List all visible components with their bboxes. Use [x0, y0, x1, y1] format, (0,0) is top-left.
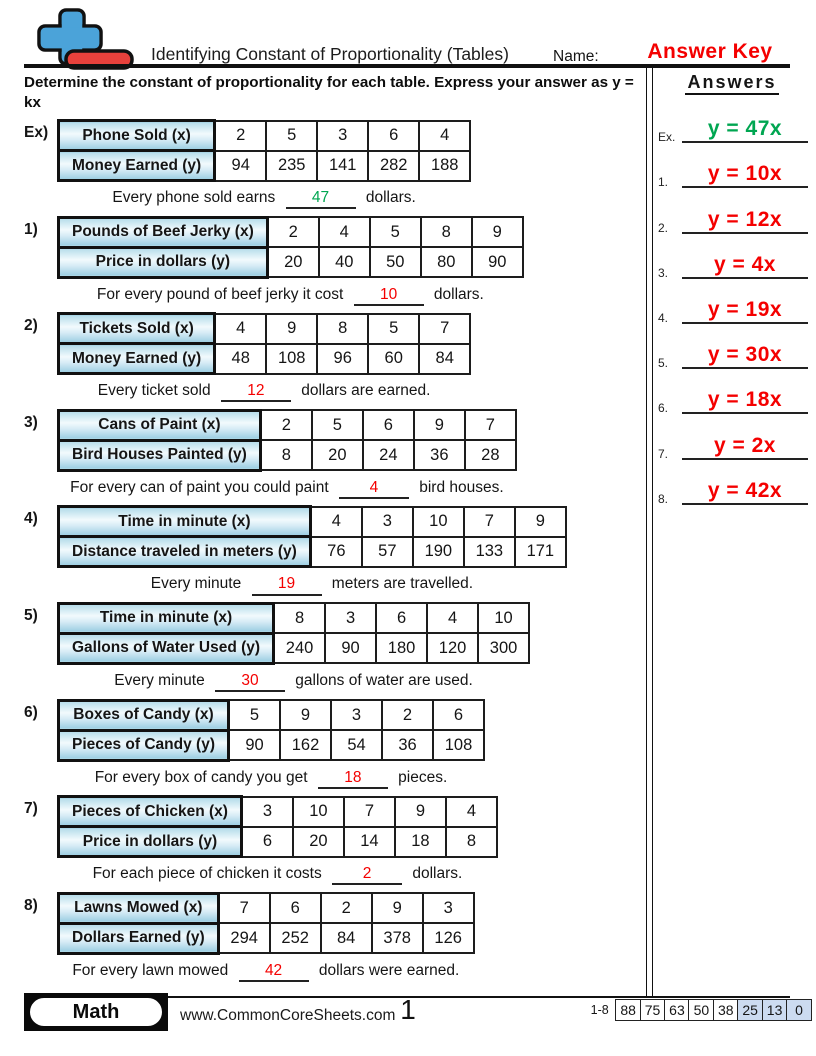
- table-y-value: 50: [370, 247, 421, 277]
- table-y-value: 84: [321, 923, 372, 953]
- table-y-value: 133: [464, 537, 515, 567]
- table-y-header: Gallons of Water Used (y): [59, 633, 274, 663]
- answer-value: 30: [241, 671, 259, 689]
- header-divider: [24, 64, 790, 68]
- score-cell: 0: [786, 999, 812, 1021]
- table-x-header: Pounds of Beef Jerky (x): [59, 217, 268, 247]
- table-x-value: 7: [419, 314, 470, 344]
- sentence-after-blank: dollars.: [361, 189, 416, 206]
- table-x-value: 6: [270, 893, 321, 923]
- table-y-value: 96: [317, 344, 368, 374]
- problem-body: [57, 312, 471, 402]
- score-cell: 88: [615, 999, 641, 1021]
- answer-underline: [682, 141, 808, 143]
- score-range-label: 1-8: [590, 1003, 609, 1017]
- answer-item-number: 7.: [658, 446, 669, 461]
- problem-body: [57, 216, 524, 306]
- answers-panel-title: Answers: [654, 72, 810, 93]
- problem-number: 3): [24, 413, 38, 431]
- sentence-after-blank: gallons of water are used.: [291, 671, 473, 689]
- table-x-value: 8: [421, 217, 472, 247]
- table-y-value: 20: [293, 827, 344, 857]
- table-y-header: Price in dollars (y): [59, 247, 268, 277]
- proportionality-table: [57, 795, 498, 858]
- answer-value: 47: [311, 189, 330, 206]
- answer-item-number: 2.: [658, 220, 669, 235]
- table-y-value: 378: [372, 923, 423, 953]
- answer-key-text: Answer Key: [647, 40, 773, 63]
- table-x-value: 2: [382, 700, 433, 730]
- problem-body: [57, 409, 517, 499]
- answer-item-value: y = 47x: [707, 117, 783, 141]
- table-y-value: 36: [382, 730, 433, 760]
- table-y-value: 6: [241, 827, 293, 857]
- answer-blank: [286, 190, 356, 209]
- answer-underline: [682, 186, 808, 188]
- table-x-header: Phone Sold (x): [59, 121, 215, 151]
- problem-number: 4): [24, 510, 38, 528]
- table-y-value: 90: [472, 247, 523, 277]
- table-y-value: 60: [368, 344, 419, 374]
- problem-number: Ex): [24, 124, 49, 141]
- proportionality-table: [57, 699, 485, 762]
- table-y-value: 141: [317, 151, 368, 181]
- answer-item: [652, 152, 812, 197]
- table-x-value: 5: [266, 121, 317, 151]
- table-x-value: 4: [310, 507, 362, 537]
- table-y-value: 240: [274, 633, 326, 663]
- answer-item: [652, 243, 812, 288]
- answer-item: [652, 469, 812, 514]
- table-x-value: 9: [515, 507, 566, 537]
- answer-value: 2: [362, 865, 372, 883]
- answer-item-value: y = 18x: [707, 388, 783, 412]
- table-x-value: 3: [325, 603, 376, 633]
- answer-blank: [332, 866, 402, 885]
- table-y-value: 90: [325, 633, 376, 663]
- website-url: www.CommonCoreSheets.com: [180, 1007, 396, 1024]
- table-x-value: 9: [414, 410, 465, 440]
- table-y-value: 300: [478, 633, 529, 663]
- table-y-value: 94: [215, 151, 267, 181]
- table-x-header: Time in minute (x): [59, 507, 311, 537]
- sentence-after-blank: dollars.: [429, 285, 484, 303]
- answer-blank: [239, 963, 309, 982]
- answer-item-number: 6.: [658, 401, 669, 416]
- answer-sentence: [57, 479, 517, 499]
- table-x-value: 4: [419, 121, 470, 151]
- table-y-value: 84: [419, 344, 470, 374]
- problem-block: [24, 699, 644, 796]
- answer-value: 19: [277, 575, 296, 593]
- table-y-value: 18: [395, 827, 446, 857]
- sentence-after-blank: dollars are earned.: [296, 382, 431, 400]
- answer-item: [652, 288, 812, 333]
- answer-item: [652, 107, 812, 152]
- table-x-value: 4: [427, 603, 478, 633]
- answer-blank: [221, 383, 291, 402]
- table-y-value: 28: [465, 440, 516, 470]
- instructions-text: Determine the constant of proportionality for each table. Express your answer as y = kx: [24, 74, 634, 111]
- table-x-value: 6: [363, 410, 414, 440]
- table-y-value: 76: [310, 537, 362, 567]
- problem-block: [24, 216, 644, 313]
- problem-block: [24, 892, 644, 989]
- table-x-value: 3: [362, 507, 413, 537]
- problem-block: [24, 795, 644, 892]
- problem-number: 7): [24, 800, 38, 818]
- sentence-after-blank: meters are travelled.: [327, 575, 474, 593]
- table-y-header: Dollars Earned (y): [59, 923, 219, 953]
- table-x-value: 5: [312, 410, 363, 440]
- problem-number: 8): [24, 896, 38, 914]
- proportionality-table: [57, 312, 471, 375]
- score-cell: 50: [688, 999, 714, 1021]
- table-x-value: 4: [319, 217, 370, 247]
- table-x-value: 7: [464, 507, 515, 537]
- table-y-value: 120: [427, 633, 478, 663]
- table-y-value: 190: [413, 537, 464, 567]
- table-x-value: 10: [478, 603, 529, 633]
- table-y-value: 108: [266, 344, 317, 374]
- table-x-value: 9: [395, 797, 446, 827]
- problem-block: [24, 602, 644, 699]
- problem-block: [24, 312, 644, 409]
- table-y-value: 20: [267, 247, 319, 277]
- proportionality-table: [57, 505, 567, 568]
- table-x-value: 6: [376, 603, 427, 633]
- problem-number: 2): [24, 317, 38, 335]
- table-x-value: 4: [215, 314, 267, 344]
- problem-body: [57, 892, 475, 982]
- table-x-header: Pieces of Chicken (x): [59, 797, 242, 827]
- answer-value: 4: [369, 478, 379, 496]
- problem-number: 5): [24, 606, 38, 624]
- sentence-before-blank: For every can of paint you could paint: [70, 478, 333, 496]
- proportionality-table: [57, 409, 517, 472]
- answer-item-value: y = 4x: [714, 252, 776, 276]
- table-x-value: 3: [331, 700, 382, 730]
- table-x-value: 7: [218, 893, 270, 923]
- answer-sentence: [57, 286, 524, 306]
- sentence-before-blank: Every minute: [114, 671, 209, 689]
- sentence-before-blank: Every phone sold earns: [112, 189, 280, 206]
- answer-sentence: [57, 865, 498, 885]
- table-y-value: 90: [229, 730, 281, 760]
- table-x-value: 9: [472, 217, 523, 247]
- answer-blank: [339, 480, 409, 499]
- problem-body: [57, 795, 498, 885]
- table-x-value: 5: [368, 314, 419, 344]
- table-x-value: 6: [433, 700, 484, 730]
- table-y-value: 20: [312, 440, 363, 470]
- sentence-before-blank: For every lawn mowed: [72, 961, 233, 979]
- answer-item-value: y = 12x: [707, 207, 783, 231]
- table-x-value: 4: [446, 797, 497, 827]
- subject-badge-label: Math: [28, 996, 164, 1028]
- table-x-value: 3: [241, 797, 293, 827]
- table-x-header: Boxes of Candy (x): [59, 700, 229, 730]
- sentence-after-blank: pieces.: [393, 768, 448, 786]
- table-x-value: 9: [372, 893, 423, 923]
- table-y-header: Money Earned (y): [59, 344, 215, 374]
- table-x-value: 2: [267, 217, 319, 247]
- answer-underline: [682, 412, 808, 414]
- table-y-value: 162: [280, 730, 331, 760]
- answer-value: 42: [264, 961, 283, 979]
- table-y-value: 235: [266, 151, 317, 181]
- sentence-after-blank: dollars.: [408, 865, 463, 883]
- table-x-value: 7: [465, 410, 516, 440]
- answer-blank: [215, 673, 285, 692]
- score-cell: 38: [713, 999, 739, 1021]
- table-x-value: 9: [266, 314, 317, 344]
- answer-sentence: [57, 382, 471, 402]
- problem-block: [24, 409, 644, 506]
- table-x-value: 2: [260, 410, 312, 440]
- answer-value: 10: [379, 285, 398, 303]
- problem-block: [24, 119, 644, 216]
- table-y-value: 54: [331, 730, 382, 760]
- answer-underline: [682, 322, 808, 324]
- problem-body: [57, 699, 485, 789]
- answer-blank: [354, 287, 424, 306]
- table-x-value: 7: [344, 797, 395, 827]
- score-strip: [591, 999, 812, 1021]
- answer-underline: [682, 277, 808, 279]
- table-y-value: 48: [215, 344, 267, 374]
- answer-underline: [682, 232, 808, 234]
- answer-item: [652, 378, 812, 423]
- problem-number: 6): [24, 703, 38, 721]
- score-cell: 75: [640, 999, 666, 1021]
- table-x-value: 5: [370, 217, 421, 247]
- problem-body: [57, 505, 567, 595]
- proportionality-table: [57, 892, 475, 955]
- table-x-value: 6: [368, 121, 419, 151]
- table-x-header: Cans of Paint (x): [59, 410, 261, 440]
- answer-underline: [682, 458, 808, 460]
- table-y-value: 126: [423, 923, 474, 953]
- table-x-value: 10: [293, 797, 344, 827]
- table-y-value: 36: [414, 440, 465, 470]
- table-x-value: 9: [280, 700, 331, 730]
- answer-sentence: [57, 769, 485, 789]
- table-y-header: Money Earned (y): [59, 151, 215, 181]
- answer-item-value: y = 2x: [714, 433, 776, 457]
- answer-item-value: y = 19x: [707, 297, 783, 321]
- table-y-header: Price in dollars (y): [59, 827, 242, 857]
- answers-list: [652, 107, 812, 514]
- sentence-after-blank: dollars were earned.: [314, 961, 460, 979]
- answer-blank: [318, 770, 388, 789]
- table-y-value: 171: [515, 537, 566, 567]
- sentence-before-blank: Every minute: [150, 575, 246, 593]
- problem-block: [24, 505, 644, 602]
- problem-body: [57, 602, 530, 692]
- table-y-header: Bird Houses Painted (y): [59, 440, 261, 470]
- table-x-header: Tickets Sold (x): [59, 314, 215, 344]
- table-y-value: 14: [344, 827, 395, 857]
- score-cell: 13: [762, 999, 788, 1021]
- table-y-value: 180: [376, 633, 427, 663]
- sentence-before-blank: For each piece of chicken it costs: [92, 865, 327, 883]
- sentence-before-blank: For every box of candy you get: [94, 768, 312, 786]
- table-y-value: 188: [419, 151, 470, 181]
- answer-item-number: 4.: [658, 310, 669, 325]
- answer-blank: [252, 576, 322, 595]
- problem-number: 1): [24, 220, 38, 238]
- answer-item-number: Ex.: [658, 130, 676, 145]
- score-cell: 63: [664, 999, 690, 1021]
- table-x-value: 10: [413, 507, 464, 537]
- table-x-value: 3: [423, 893, 474, 923]
- table-y-value: 294: [218, 923, 270, 953]
- answer-item: [652, 333, 812, 378]
- answer-value: 12: [247, 382, 265, 400]
- table-x-value: 8: [274, 603, 326, 633]
- answer-item-number: 1.: [658, 175, 669, 190]
- table-y-header: Pieces of Candy (y): [59, 730, 229, 760]
- table-y-value: 108: [433, 730, 484, 760]
- sentence-before-blank: For every pound of beef jerky it cost: [96, 285, 348, 303]
- answer-item-number: 5.: [658, 356, 669, 371]
- table-y-value: 80: [421, 247, 472, 277]
- name-label: Name:: [553, 48, 599, 65]
- table-y-value: 40: [319, 247, 370, 277]
- table-x-value: 5: [229, 700, 281, 730]
- table-x-value: 8: [317, 314, 368, 344]
- page-title: Identifying Constant of Proportionality (Tables): [151, 44, 509, 64]
- sentence-after-blank: bird houses.: [414, 478, 504, 496]
- table-x-value: 2: [321, 893, 372, 923]
- proportionality-table: [57, 602, 530, 665]
- answer-item-number: 8.: [658, 491, 669, 506]
- answer-item-value: y = 10x: [707, 162, 783, 186]
- answer-sentence: [57, 962, 475, 982]
- answer-sentence: [57, 575, 567, 595]
- score-cells: [617, 999, 812, 1021]
- table-y-value: 8: [260, 440, 312, 470]
- answer-underline: [682, 503, 808, 505]
- page-number: 1: [400, 994, 416, 1025]
- table-x-value: 2: [215, 121, 267, 151]
- answer-item: [652, 423, 812, 468]
- table-y-value: 282: [368, 151, 419, 181]
- table-y-header: Distance traveled in meters (y): [59, 537, 311, 567]
- table-y-value: 57: [362, 537, 413, 567]
- answer-value: 18: [344, 768, 362, 786]
- answer-item: [652, 197, 812, 242]
- proportionality-table: [57, 216, 524, 279]
- table-y-value: 8: [446, 827, 497, 857]
- score-cell: 25: [737, 999, 763, 1021]
- answer-item-value: y = 30x: [707, 343, 783, 367]
- table-y-value: 24: [363, 440, 414, 470]
- answer-item-number: 3.: [658, 265, 669, 280]
- problem-body: [57, 119, 471, 209]
- table-x-header: Lawns Mowed (x): [59, 893, 219, 923]
- table-x-value: 3: [317, 121, 368, 151]
- answer-underline: [682, 367, 808, 369]
- answer-item-value: y = 42x: [707, 478, 783, 502]
- sentence-before-blank: Every ticket sold: [97, 382, 215, 400]
- answer-sentence: [57, 672, 530, 692]
- table-y-value: 252: [270, 923, 321, 953]
- table-x-header: Time in minute (x): [59, 603, 274, 633]
- proportionality-table: [57, 119, 471, 182]
- problems-list: [24, 119, 644, 988]
- answer-sentence: [57, 189, 471, 209]
